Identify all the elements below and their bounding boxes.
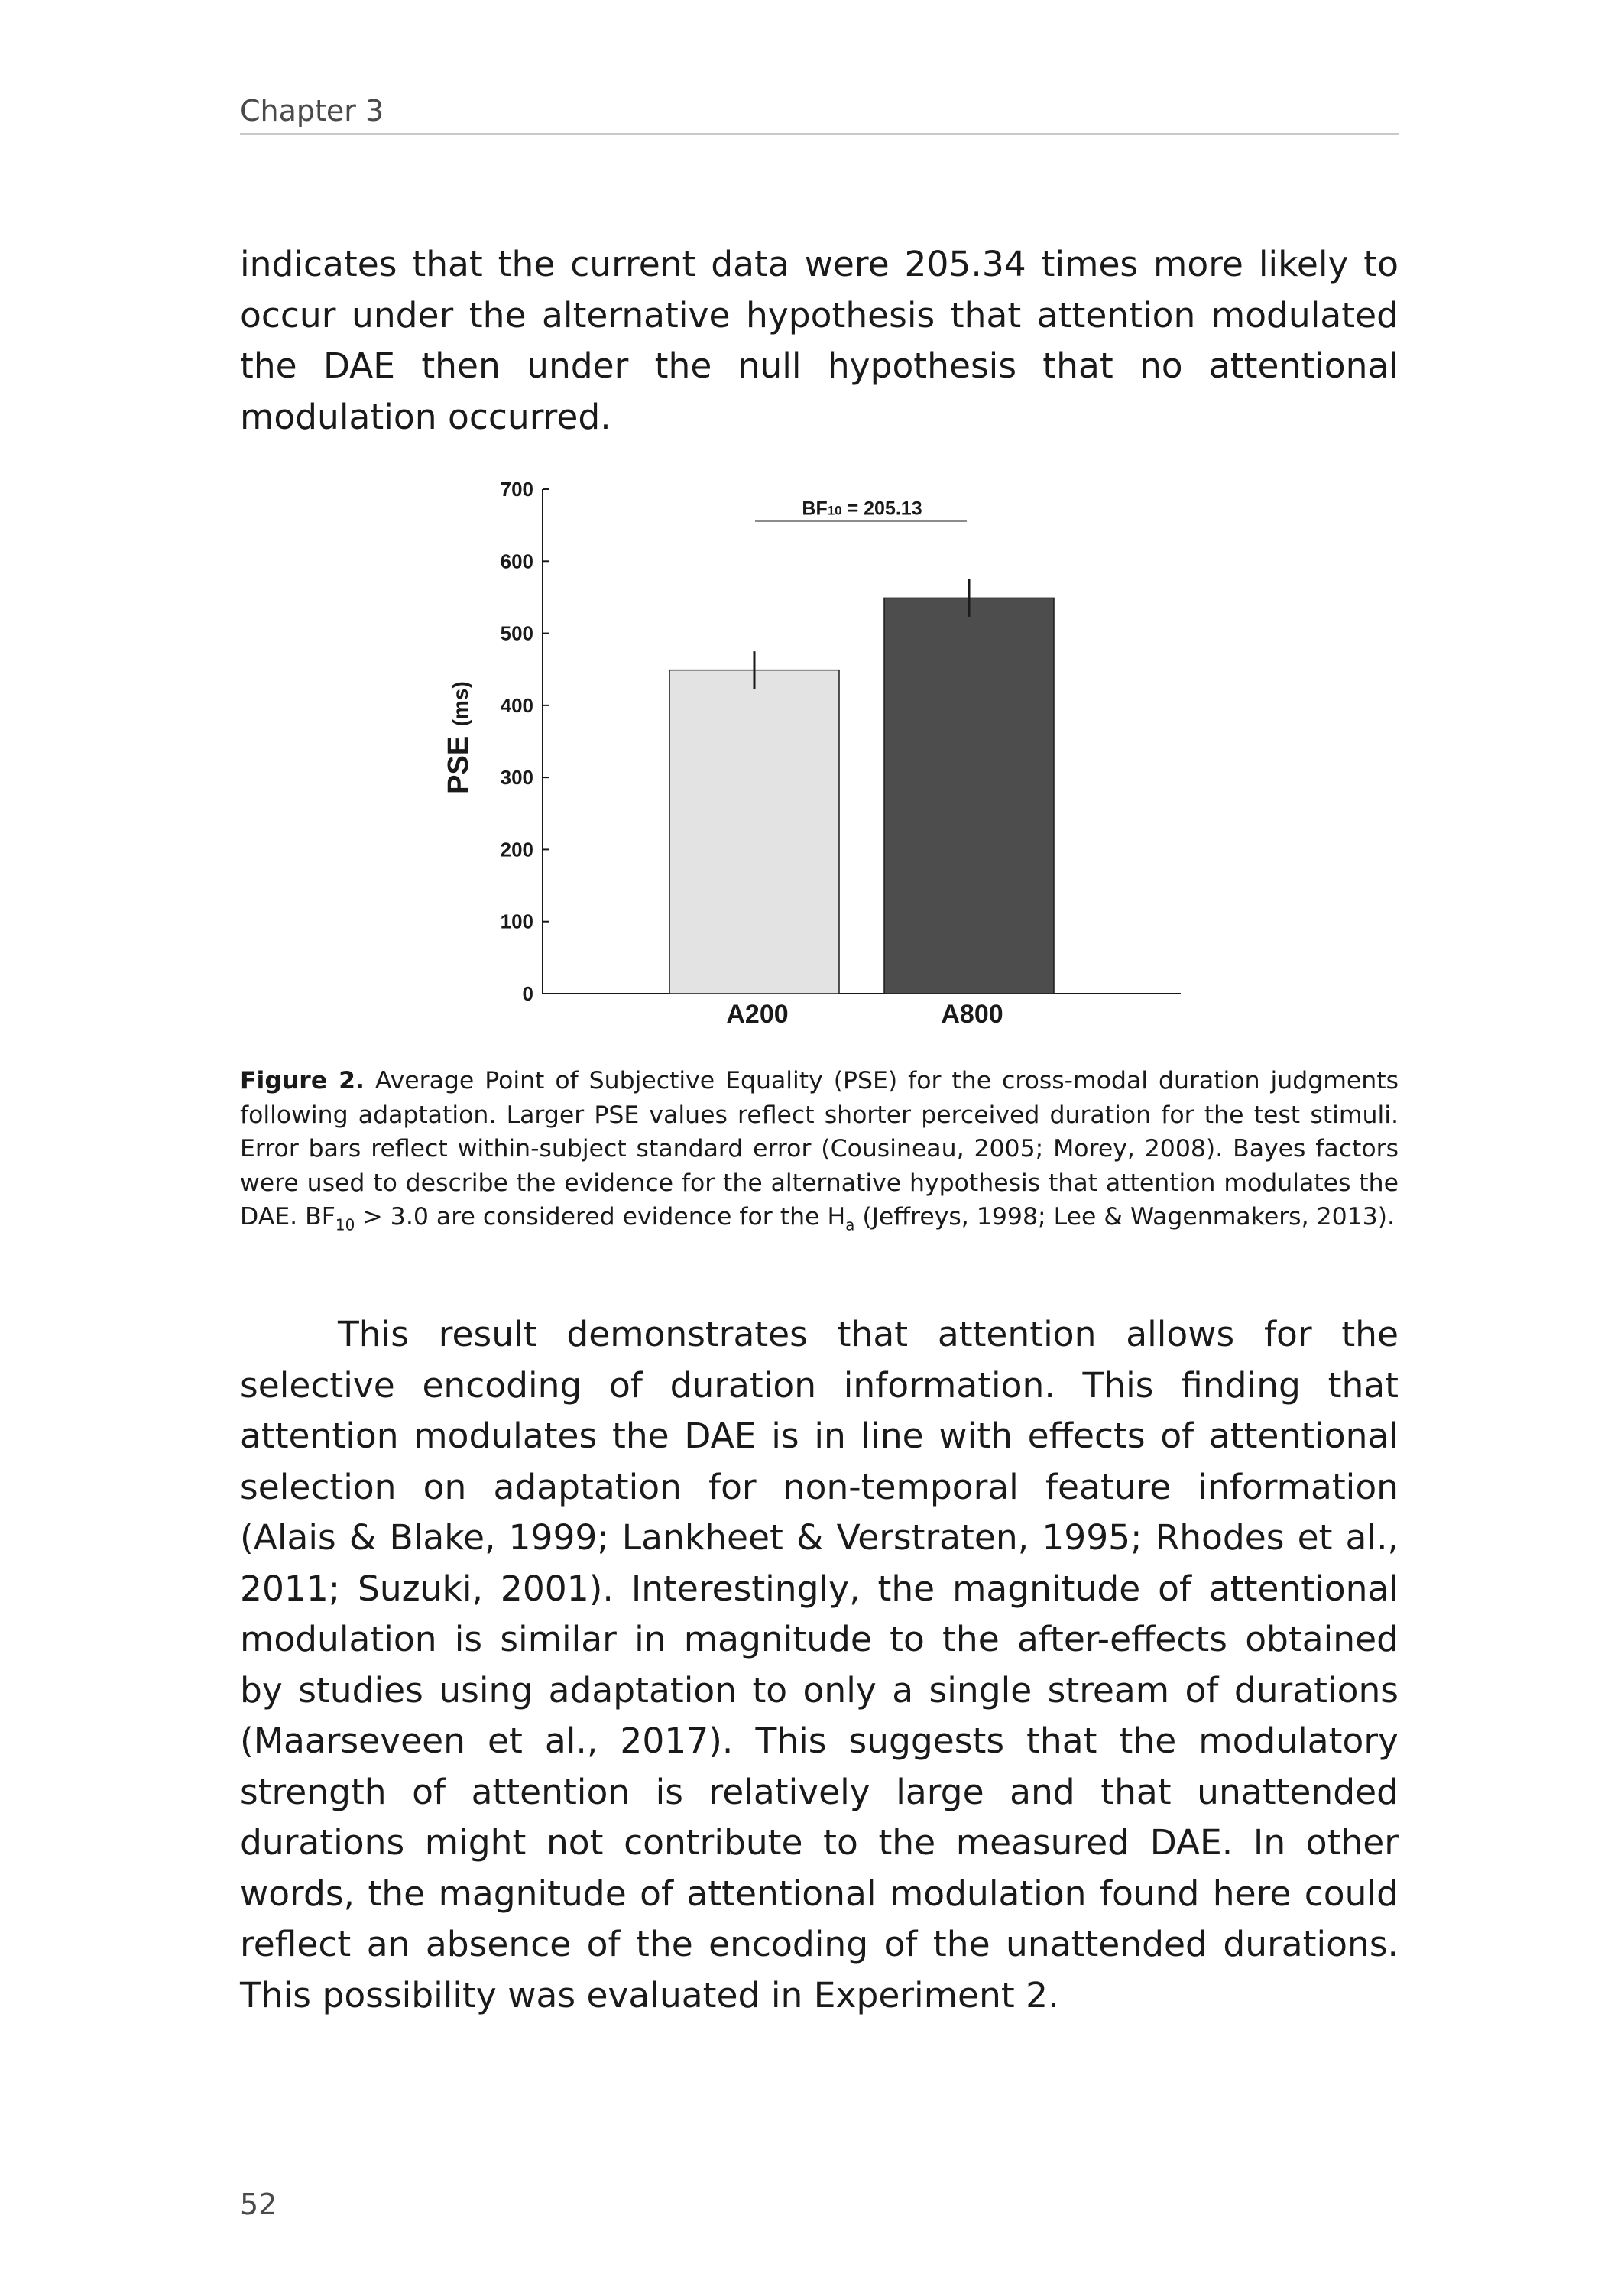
y-tick-label: 700 [500, 478, 533, 501]
bar-chart [428, 474, 1207, 1039]
bars [669, 579, 1054, 994]
y-tick-label: 400 [500, 693, 533, 717]
y-axis-label [442, 681, 475, 794]
y-tick-label: 300 [500, 766, 533, 790]
x-tick-label: A800 [941, 1000, 1003, 1029]
y-tick-label: 500 [500, 621, 533, 645]
x-tick-label: A200 [726, 1000, 789, 1029]
figure-caption [240, 1064, 1399, 1234]
y-tick-label: 200 [500, 838, 533, 861]
y-tick-label: 100 [500, 910, 533, 933]
caption-text-3: (Jeffreys, 1998; Lee & Wagenmakers, 2013). [854, 1203, 1395, 1231]
caption-label: Figure 2. [240, 1067, 365, 1095]
caption-sub-2: a [845, 1215, 855, 1234]
bayes-factor-label [802, 498, 922, 519]
bar-a800 [884, 598, 1054, 994]
bayes-factor-annotation [755, 498, 967, 521]
caption-text-1: Average Point of Subjective Equality (PSE) for the cross-modal duration judgments following adaptation. Larger PSE values reflect shorter perceived duration for the test stimuli. Error bars reflect within-subject standard error (Cousineau, 2005; Morey, 2008). Bayes factors were used to describe the evidence for the alternative hypothesis that attention modulates the DAE. BF [240, 1067, 1399, 1231]
bf-prefix: BF [802, 498, 828, 520]
y-axis-label-unit: (ms) [449, 681, 472, 727]
y-axis [501, 478, 1181, 1005]
y-axis-label-main: PSE [442, 735, 475, 794]
body-paragraph-2-text: This result demonstrates that attention allows for the selective encoding of duration information. This finding that attention modulates the DAE is in line with effects of attentional selection on adaptation for non-temporal feature information (Alais & Blake, 1999; Lankheet & Verstraten, 1995; Rhodes et al., 2011; Suzuki, 2001). Interestingly, the magnitude of attentional modulation is similar in magnitude to the after-effects obtained by studies using adaptation to only a single stream of durations (Maarseveen et al., 2017). This suggests that the modulatory strength of attention is relatively large and that unattended durations might not contribute to the measured DAE. In other words, the magnitude of attentional modulation found here could reflect an absence of the encoding of the unattended durations. This possibility was evaluated in Experiment 2. [240, 1314, 1399, 2016]
body-paragraph-2 [240, 1309, 1399, 2021]
running-header: Chapter 3 [240, 93, 1399, 135]
body-paragraph-1: indicates that the current data were 205.34 times more likely to occur under the alternative hypothesis that attention modulated the DAE then under the null hypothesis that no attentional modulation occurred. [240, 244, 1399, 437]
y-tick-label: 600 [500, 550, 533, 573]
bf-value: = 205.13 [841, 498, 922, 520]
x-axis-labels [726, 1000, 1003, 1029]
figure-2 [428, 474, 1207, 1039]
bar-a200 [669, 670, 839, 994]
caption-sub-1: 10 [335, 1215, 355, 1234]
bf-subscript: 10 [827, 503, 842, 518]
caption-text-2: > 3.0 are considered evidence for the H [355, 1203, 846, 1231]
page-number: 52 [240, 2188, 277, 2221]
y-tick-label: 0 [522, 982, 533, 1005]
